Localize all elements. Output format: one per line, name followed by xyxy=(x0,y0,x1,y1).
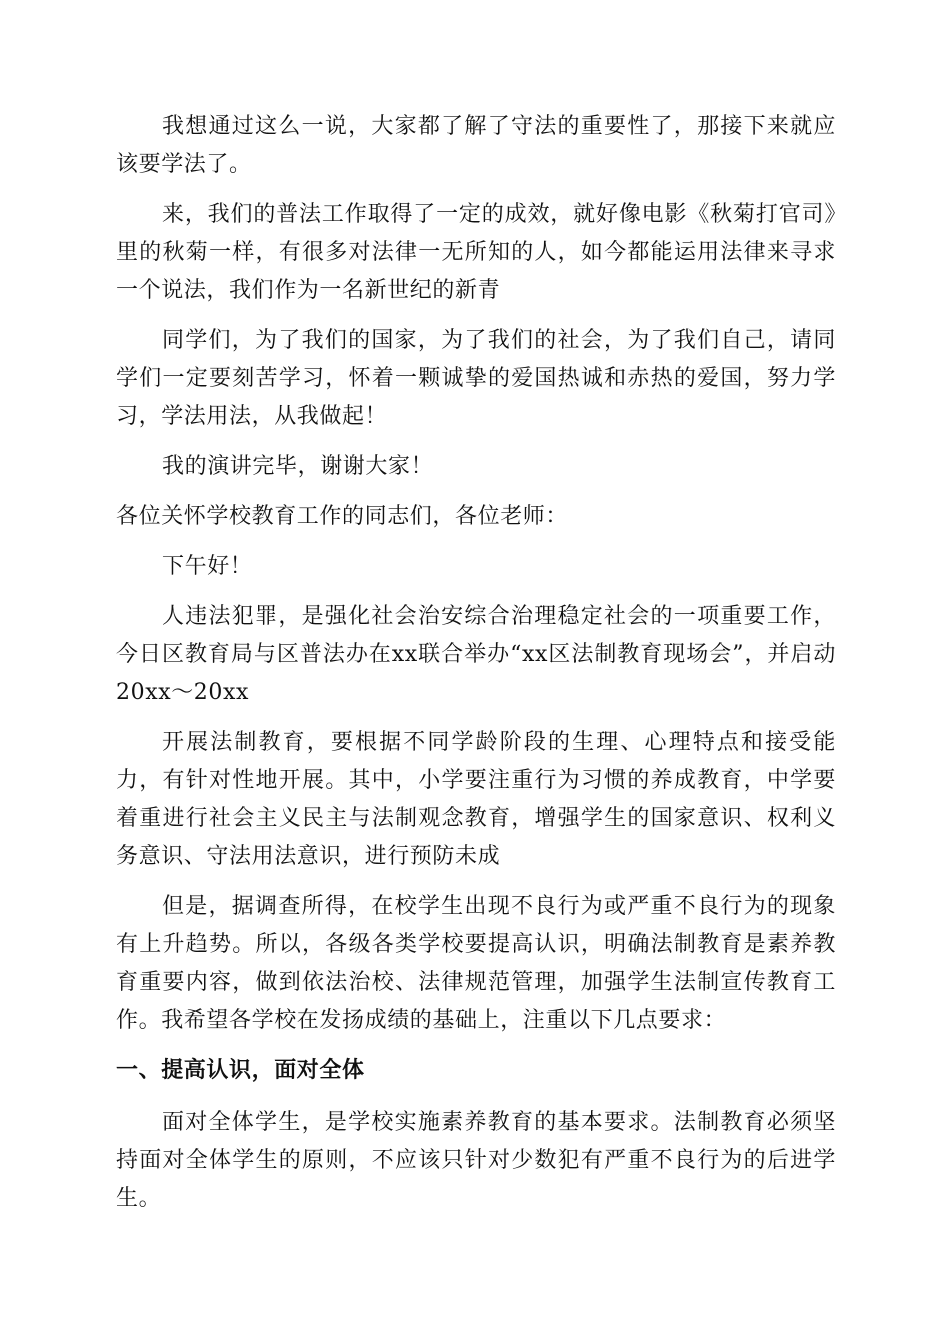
section-heading-1: 一、提高认识，面对全体 xyxy=(116,1058,365,1083)
paragraph-2: 来，我们的普法工作取得了一定的成效，就好像电影《秋菊打官司》里的秋菊一样，有很多对法律一无所知的人，如今都能运用法律来寻求一个说法，我们作为一名新世纪的新青 xyxy=(116,202,836,303)
paragraph-4: 我的演讲完毕，谢谢大家！ xyxy=(162,454,434,479)
paragraph-3: 同学们，为了我们的国家，为了我们的社会，为了我们自己，请同学们一定要刻苦学习，怀着一颗诚挚的爱国热诚和赤热的爱国，努力学习，学法用法，从我做起！ xyxy=(116,328,836,429)
paragraph-1: 我想通过这么一说，大家都了解了守法的重要性了，那接下来就应该要学法了。 xyxy=(116,114,836,177)
paragraph-8: 面对全体学生，是学校实施素养教育的基本要求。法制教育必须坚持面对全体学生的原则，不应该只针对少数犯有严重不良行为的后进学生。 xyxy=(116,1110,836,1211)
document-page xyxy=(116,108,836,1218)
paragraph-7: 但是，据调查所得，在校学生出现不良行为或严重不良行为的现象有上升趋势。所以，各级各类学校要提高认识，明确法制教育是素养教育重要内容，做到依法治校、法律规范管理，加强学生法制宣传教育工作。我希望各学校在发扬成绩的基础上，注重以下几点要求： xyxy=(116,894,836,1033)
greeting: 下午好！ xyxy=(162,554,253,579)
paragraph-6: 开展法制教育，要根据不同学龄阶段的生理、心理特点和接受能力，有针对性地开展。其中，小学要注重行为习惯的养成教育，中学要着重进行社会主义民主与法制观念教育，增强学生的国家意识、权利义务意识、守法用法意识，进行预防未成 xyxy=(116,730,836,869)
paragraph-5: 人违法犯罪，是强化社会治安综合治理稳定社会的一项重要工作，今日区教育局与区普法办在xx联合举办“xx区法制教育现场会”，并启动20xx～20xx xyxy=(116,604,836,705)
salutation: 各位关怀学校教育工作的同志们，各位老师： xyxy=(116,504,569,529)
